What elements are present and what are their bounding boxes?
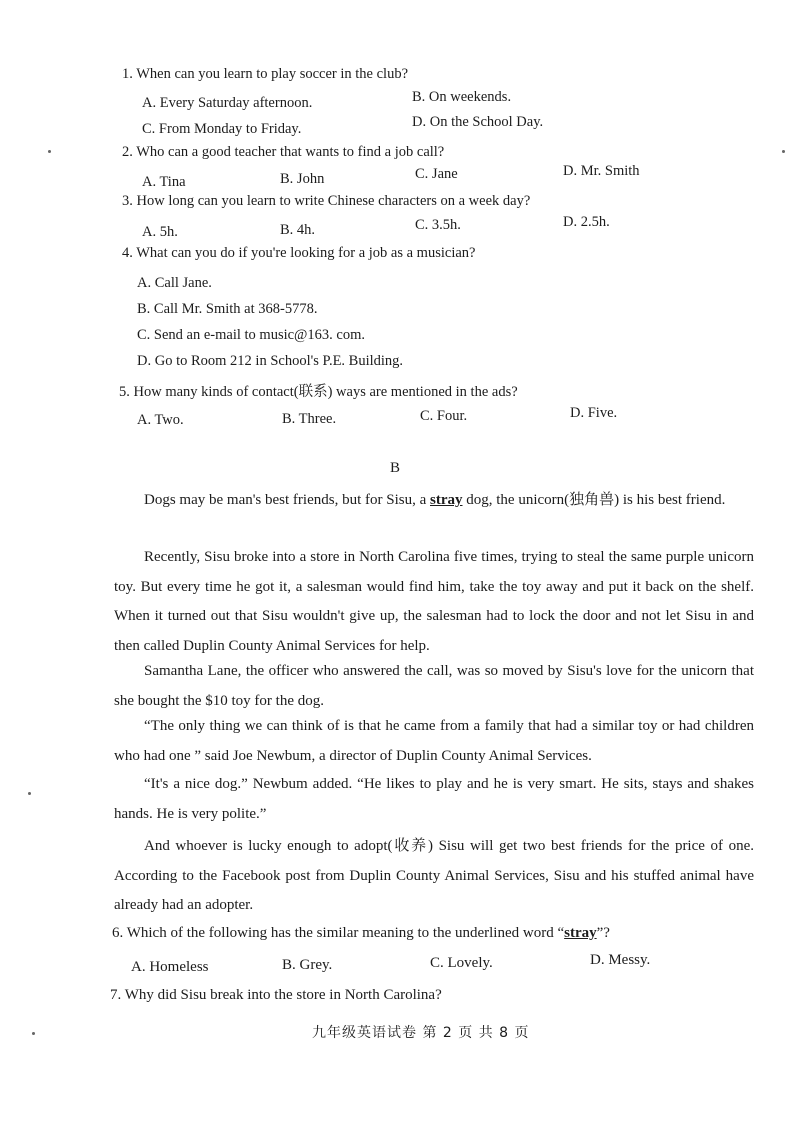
q5-option-b: B. Three. [282, 411, 337, 427]
q5-option-c: C. Four. [420, 408, 468, 424]
q6-option-b: B. Grey. [282, 957, 333, 973]
passage-paragraph-4 [114, 712, 754, 771]
question-4: 4. What can you do if you're looking for a job as a musician? [122, 245, 476, 261]
q1-option-b: B. On weekends. [412, 89, 512, 105]
question-5: 5. How many kinds of contact(联系) ways are mentioned in the ads? [119, 384, 518, 400]
passage-paragraph-1 [114, 486, 754, 516]
q5-option-d: D. Five. [570, 405, 618, 421]
q6-option-d: D. Messy. [590, 952, 651, 968]
question-1: 1. When can you learn to play soccer in the club? [122, 66, 408, 82]
q6-option-c: C. Lovely. [430, 955, 493, 971]
page-footer: 九年级英语试卷 第 2 页 共 8 页 [312, 1025, 530, 1041]
scan-speck [28, 792, 31, 795]
q5-option-a: A. Two. [137, 412, 184, 428]
passage-paragraph-3 [114, 657, 754, 716]
q3-option-d: D. 2.5h. [563, 214, 610, 230]
p1-text-b: dog, the unicorn(独角兽) is his best friend. [462, 492, 726, 508]
q1-option-a: A. Every Saturday afternoon. [142, 95, 313, 111]
p6-text: And whoever is lucky enough to adopt(收养) Sisu will get two best friends for the price of one. According to the Facebook post from Duplin County Animal Services, Sisu and his stuffed animal have already had an adopter. [114, 838, 754, 913]
q1-option-d: D. On the School Day. [412, 114, 544, 130]
question-3: 3. How long can you learn to write Chinese characters on a week day? [122, 193, 531, 209]
scan-speck [32, 1032, 35, 1035]
passage-paragraph-5 [114, 770, 754, 829]
q2-option-c: C. Jane [415, 166, 458, 182]
scan-speck [48, 150, 51, 153]
q6-text-b: ”? [596, 925, 610, 941]
passage-paragraph-6 [114, 832, 754, 921]
p2-text: Recently, Sisu broke into a store in North Carolina five times, trying to steal the same purple unicorn toy. But every time he got it, a salesman would find him, take the toy away and put it back on the shelf. When it turned out that Sisu wouldn't give up, the salesman had to lock the door and not let Sisu in and then called Duplin County Animal Services for help. [114, 549, 754, 654]
p1-text-a: Dogs may be man's best friends, but for Sisu, a [144, 492, 430, 508]
underlined-word-stray: stray [430, 492, 463, 508]
section-heading-b: B [390, 460, 401, 476]
p3-text: Samantha Lane, the officer who answered the call, was so moved by Sisu's love for the unicorn that she bought the $10 toy for the dog. [114, 663, 754, 709]
q1-option-c: C. From Monday to Friday. [142, 121, 302, 137]
question-7: 7. Why did Sisu break into the store in North Carolina? [110, 987, 442, 1003]
q6-underlined-word: stray [564, 925, 597, 941]
p5-text: “It's a nice dog.” Newbum added. “He likes to play and he is very smart. He sits, stays and shakes hands. He is very polite.” [114, 776, 754, 822]
q3-option-b: B. 4h. [280, 222, 316, 238]
q6-text-a: 6. Which of the following has the similar meaning to the underlined word “ [112, 925, 565, 941]
q4-option-d: D. Go to Room 212 in School's P.E. Building. [137, 353, 404, 369]
question-6 [112, 925, 610, 942]
q4-option-c: C. Send an e-mail to music@163. com. [137, 327, 365, 343]
scan-speck [782, 150, 785, 153]
q4-option-b: B. Call Mr. Smith at 368-5778. [137, 301, 318, 317]
q2-option-a: A. Tina [142, 174, 186, 190]
q3-option-c: C. 3.5h. [415, 217, 461, 233]
passage-paragraph-2 [114, 543, 754, 661]
q6-option-a: A. Homeless [131, 959, 209, 975]
q3-option-a: A. 5h. [142, 224, 178, 240]
q2-option-b: B. John [280, 171, 325, 187]
p4-text: “The only thing we can think of is that he came from a family that had a similar toy or had children who had one ” said Joe Newbum, a director of Duplin County Animal Services. [114, 718, 754, 764]
q4-option-a: A. Call Jane. [137, 275, 212, 291]
q2-option-d: D. Mr. Smith [563, 163, 640, 179]
question-2: 2. Who can a good teacher that wants to find a job call? [122, 144, 445, 160]
